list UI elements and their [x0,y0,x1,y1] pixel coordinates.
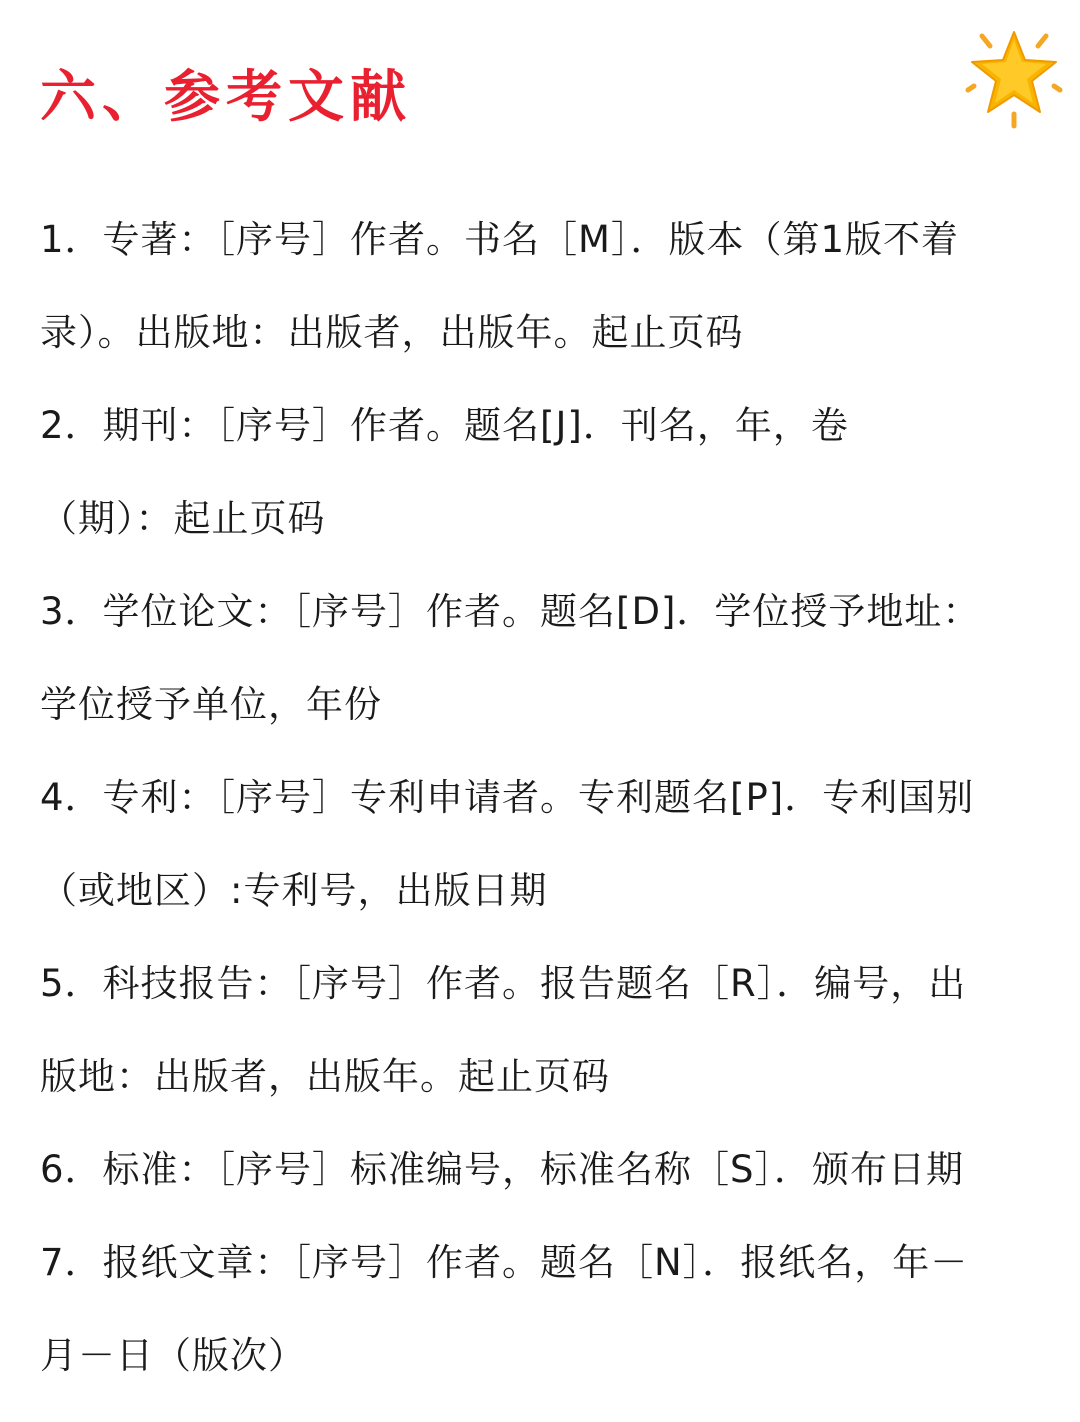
reference-line: 录）。出版地：出版者，出版年。起止页码 [40,311,744,354]
reference-line: 4．专利：［序号］专利申请者。专利题名[P]．专利国别 [40,776,975,819]
reference-line: 6．标准：［序号］标准编号，标准名称［S］．颁布日期 [40,1148,965,1191]
reference-line: （期）：起止页码 [40,497,326,540]
reference-line: 3．学位论文：［序号］作者。题名[D]．学位授予地址： [40,590,981,633]
reference-item-tech-report [40,936,1040,1124]
section-title: 六、参考文献 [40,65,412,130]
reference-item-newspaper [40,1215,1040,1403]
reference-item-patent [40,750,1040,938]
reference-item-journal [40,378,1040,566]
reference-item-monograph [40,192,1040,380]
reference-line: 2．期刊：［序号］作者。题名[J]．刊名，年，卷 [40,404,849,447]
reference-line: 版地：出版者，出版年。起止页码 [40,1055,610,1098]
reference-line: 5．科技报告：［序号］作者。报告题名［R］．编号，出 [40,962,967,1005]
reference-list [40,194,1040,1403]
reference-line: 学位授予单位，年份 [40,683,382,726]
reference-line: （或地区）:专利号，出版日期 [40,869,548,912]
reference-line: 月－日（版次） [40,1334,306,1377]
reference-line: 7．报纸文章：［序号］作者。题名［N］．报纸名，年－ [40,1241,969,1284]
sparkle-star-icon [964,26,1064,130]
reference-item-thesis [40,564,1040,752]
reference-item-standard [40,1122,1040,1217]
reference-line: 1．专著：［序号］作者。书名［M］．版本（第1版不着 [40,218,960,261]
